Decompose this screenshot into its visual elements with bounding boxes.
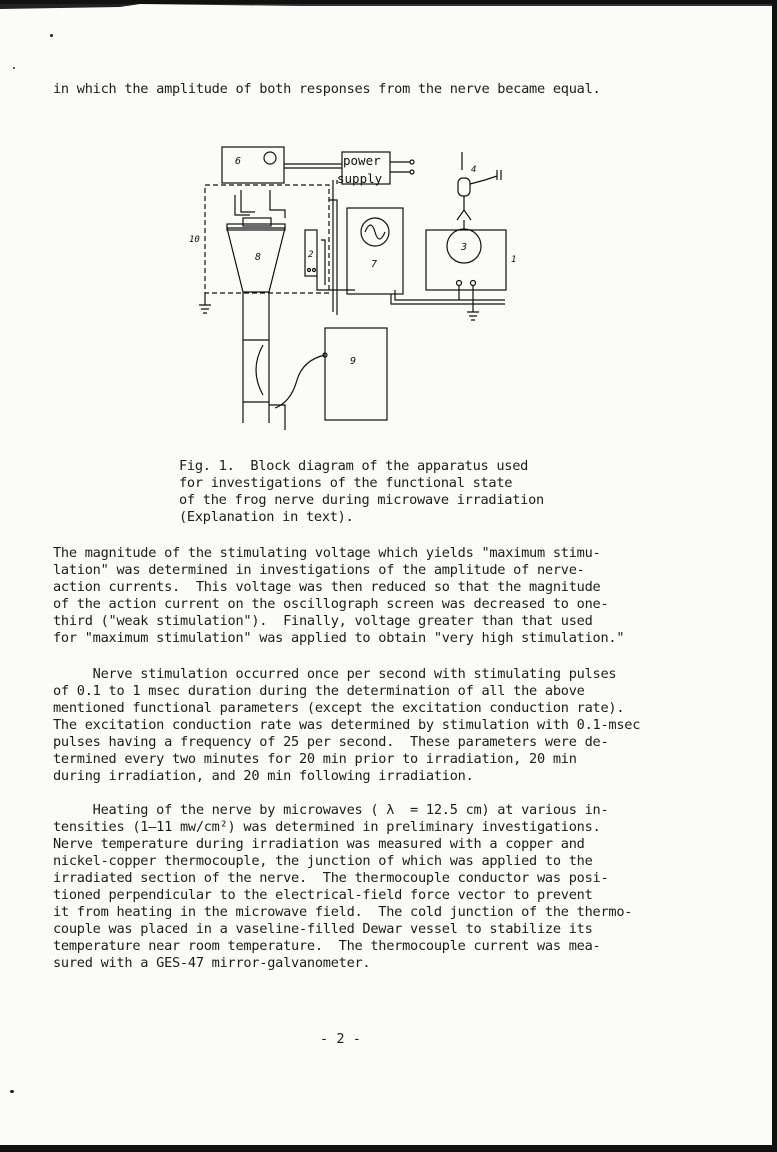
body-line: termined every two minutes for 20 min prior to irradiation, 20 min xyxy=(53,751,577,767)
label-4: 4 xyxy=(471,165,477,175)
scan-speck xyxy=(10,1090,14,1093)
body-line: The magnitude of the stimulating voltage which yields "maximum stimu- xyxy=(53,545,601,561)
body-line: during irradiation, and 20 min following irradiation. xyxy=(53,768,474,784)
label-9: 9 xyxy=(350,356,357,367)
scan-speck xyxy=(50,34,53,37)
body-line: of 0.1 to 1 msec duration during the determination of all the above xyxy=(53,683,585,699)
body-line: pulses having a frequency of 25 per second. These parameters were de- xyxy=(53,734,609,750)
stimulator-1 xyxy=(426,230,506,290)
body-line: Nerve temperature during irradiation was measured with a copper and xyxy=(53,836,585,852)
body-line: tioned perpendicular to the electrical-field force vector to prevent xyxy=(53,887,593,903)
scan-top-edge xyxy=(0,0,777,10)
figure-caption-line: of the frog nerve during microwave irradiation xyxy=(179,492,544,508)
apparatus-block-diagram xyxy=(185,140,525,430)
figure-caption-line: Fig. 1. Block diagram of the apparatus used xyxy=(179,458,529,474)
body-line: sured with a GES-47 mirror-galvanometer. xyxy=(53,955,371,971)
body-line: third ("weak stimulation"). Finally, voltage greater than that used xyxy=(53,613,593,629)
scan-right-edge xyxy=(772,0,777,1152)
label-8: 8 xyxy=(255,252,262,263)
meter-icon xyxy=(264,152,276,164)
scan-speck xyxy=(13,67,15,69)
body-line: The excitation conduction rate was determined by stimulation with 0.1-msec xyxy=(53,717,641,733)
element-4 xyxy=(458,178,470,196)
body-line: Nerve stimulation occurred once per second with stimulating pulses xyxy=(53,666,617,682)
body-line: of the action current on the oscillograph screen was decreased to one- xyxy=(53,596,609,612)
label-supply: supply xyxy=(337,171,383,186)
label-6: 6 xyxy=(235,156,242,167)
body-line: mentioned functional parameters (except the excitation conduction rate). xyxy=(53,700,625,716)
label-1: 1 xyxy=(511,255,517,265)
body-line: temperature near room temperature. The thermocouple current was mea- xyxy=(53,938,601,954)
label-10: 10 xyxy=(189,235,200,245)
block-6 xyxy=(222,147,284,183)
label-2: 2 xyxy=(308,250,314,260)
body-line: for "maximum stimulation" was applied to obtain "very high stimulation." xyxy=(53,630,625,646)
label-3: 3 xyxy=(461,242,468,253)
body-line: couple was placed in a vaseline-filled Dewar vessel to stabilize its xyxy=(53,921,593,937)
figure-caption-line: (Explanation in text). xyxy=(179,509,354,525)
body-line: it from heating in the microwave field. The cold junction of the thermo- xyxy=(53,904,633,920)
block-9 xyxy=(325,328,387,420)
oscilloscope-7 xyxy=(347,208,403,294)
scan-bottom-edge xyxy=(0,1145,777,1152)
body-line: irradiated section of the nerve. The thermocouple conductor was posi- xyxy=(53,870,609,886)
label-power: power xyxy=(343,153,381,168)
body-line: nickel-copper thermocouple, the junction of which was applied to the xyxy=(53,853,593,869)
body-line: Heating of the nerve by microwaves ( λ = 12.5 cm) at various in- xyxy=(53,802,609,818)
page-number: - 2 - xyxy=(320,1031,361,1047)
body-line: tensities (1—11 mw/cm²) was determined in preliminary investigations. xyxy=(53,819,601,835)
shield-enclosure-10 xyxy=(205,185,329,293)
figure-caption-line: for investigations of the functional state xyxy=(179,475,513,491)
label-7: 7 xyxy=(371,259,378,270)
body-line: action currents. This voltage was then reduced so that the magnitude xyxy=(53,579,601,595)
intro-line: in which the amplitude of both responses from the nerve became equal. xyxy=(53,81,601,97)
body-line: lation" was determined in investigations of the amplitude of nerve- xyxy=(53,562,585,578)
